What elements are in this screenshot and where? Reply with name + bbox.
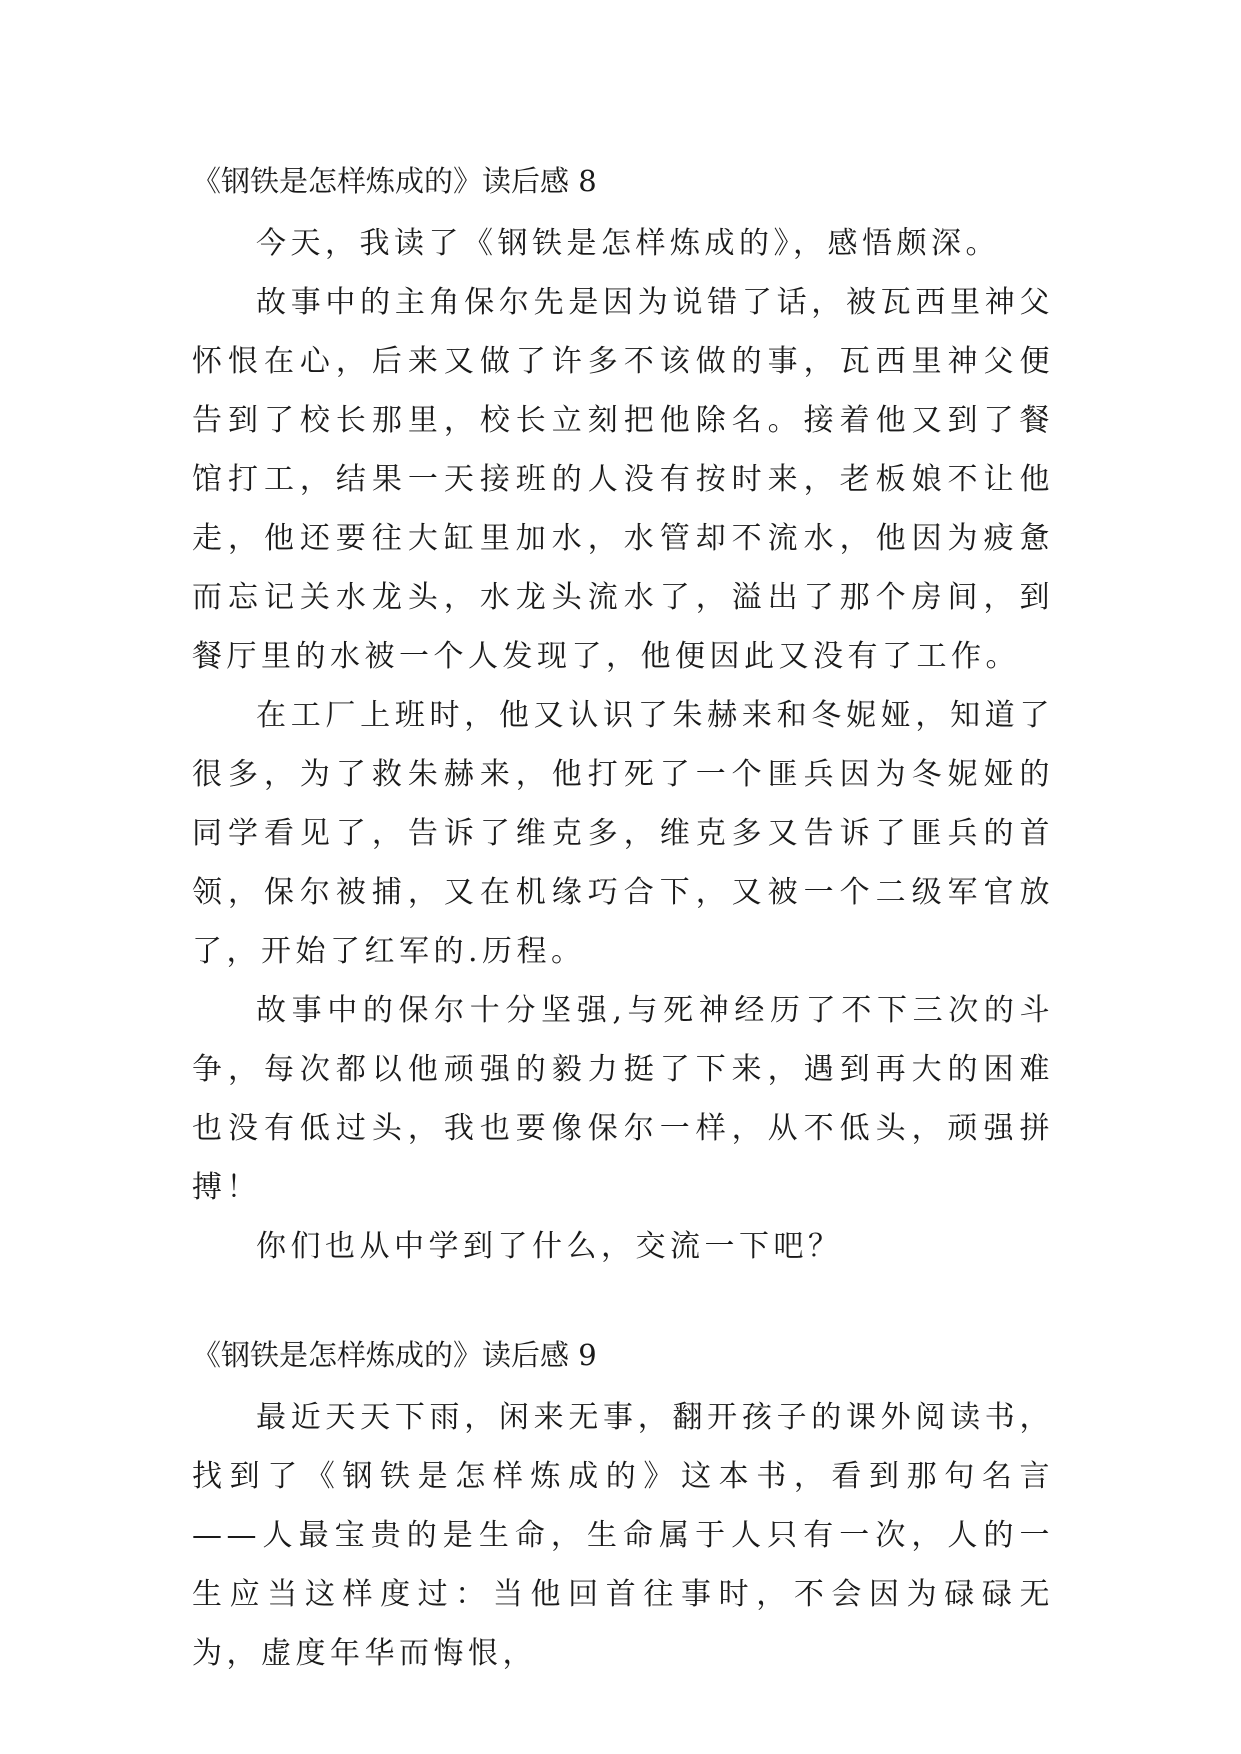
essay-paragraph: 今天，我读了《钢铁是怎样炼成的》，感悟颇深。 [256,226,1000,261]
essay-paragraph: 故事中的保尔十分坚强,与死神经历了不下三次的斗争，每次都以他顽强的毅力挺了下来，遇到再大的困难也没有低过头，我也要像保尔一样，从不低头，顽强拼搏！ [192,993,1054,1205]
document-page [192,158,1054,1683]
essay-heading: 《钢铁是怎样炼成的》读后感 8 [192,164,597,198]
essay-heading: 《钢铁是怎样炼成的》读后感 9 [192,1338,597,1372]
essay-section-9 [192,1332,1054,1683]
essay-paragraph: 故事中的主角保尔先是因为说错了话，被瓦西里神父怀恨在心，后来又做了许多不该做的事，瓦西里神父便告到了校长那里，校长立刻把他除名。接着他又到了餐馆打工，结果一天接班的人没有按时来，老板娘不让他走，他还要往大缸里加水，水管却不流水，他因为疲惫而忘记关水龙头，水龙头流水了，溢出了那个房间，到餐厅里的水被一个人发现了，他便因此又没有了工作。 [192,285,1054,674]
essay-paragraph: 在工厂上班时，他又认识了朱赫来和冬妮娅，知道了很多，为了救朱赫来，他打死了一个匪兵因为冬妮娅的同学看见了，告诉了维克多，维克多又告诉了匪兵的首领，保尔被捕，又在机缘巧合下，又被一个二级军官放了，开始了红军的.历程。 [192,698,1054,969]
essay-paragraph: 你们也从中学到了什么，交流一下吧？ [256,1229,843,1264]
essay-section-8 [192,158,1054,1276]
essay-paragraph: 最近天天下雨，闲来无事，翻开孩子的课外阅读书，找到了《钢铁是怎样炼成的》这本书，看到那句名言——人最宝贵的是生命，生命属于人只有一次，人的一生应当这样度过：当他回首往事时，不会因为碌碌无为，虚度年华而悔恨， [192,1400,1054,1671]
